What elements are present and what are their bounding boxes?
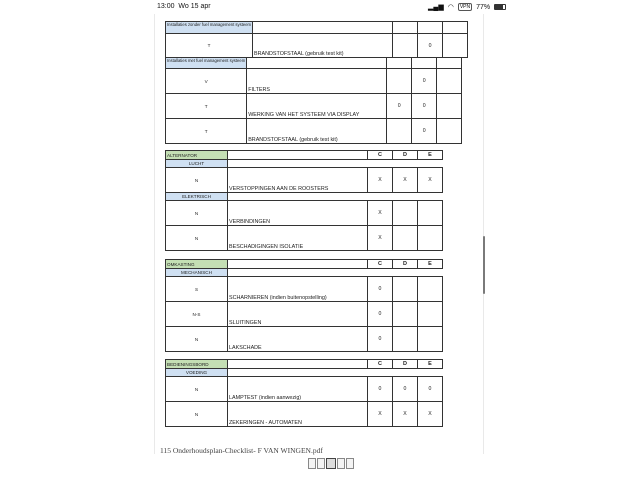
empty-cell bbox=[412, 58, 437, 69]
row-description: BRANDSTOFSTAAL (gebruik test kit) bbox=[253, 34, 393, 58]
empty-cell bbox=[228, 193, 443, 201]
row-code: N bbox=[166, 226, 228, 251]
row-description: ZEKERINGEN - AUTOMATEN bbox=[228, 402, 368, 427]
cell-e bbox=[418, 302, 443, 327]
row-description: VERBINDINGEN bbox=[228, 201, 368, 226]
row-description: LAKSCHADE bbox=[228, 327, 368, 352]
row-code: N bbox=[166, 168, 228, 193]
wifi-icon: ◠ bbox=[447, 4, 454, 11]
cell-d: X bbox=[393, 402, 418, 427]
cell-c: X bbox=[368, 402, 393, 427]
cell-d bbox=[393, 302, 418, 327]
empty-cell bbox=[228, 360, 368, 369]
page-thumbnail[interactable] bbox=[317, 458, 325, 469]
empty-cell bbox=[253, 22, 393, 34]
cell-d: 0 bbox=[393, 377, 418, 402]
page-thumbnails[interactable] bbox=[308, 458, 354, 469]
cell-e bbox=[418, 201, 443, 226]
table-row bbox=[166, 402, 443, 427]
cell-e: X bbox=[418, 168, 443, 193]
section-title: ALTERNATOR bbox=[166, 151, 228, 160]
empty-cell bbox=[228, 260, 368, 269]
empty-cell bbox=[437, 58, 462, 69]
status-time-date bbox=[157, 3, 211, 10]
cell-e bbox=[437, 119, 462, 144]
empty-cell bbox=[387, 58, 412, 69]
cell-e: X bbox=[418, 402, 443, 427]
cell-c: X bbox=[368, 201, 393, 226]
row-description: FILTERS bbox=[247, 69, 387, 94]
row-code: T bbox=[166, 94, 247, 119]
cell-c: X bbox=[368, 226, 393, 251]
row-description: BRANDSTOFSTAAL (gebruik test kit) bbox=[247, 119, 387, 144]
col-header-e: E bbox=[418, 360, 443, 369]
empty-cell bbox=[393, 22, 418, 34]
table-row bbox=[166, 34, 468, 58]
status-bar bbox=[0, 0, 640, 14]
cell-d bbox=[393, 226, 418, 251]
table-row bbox=[166, 302, 443, 327]
empty-cell bbox=[443, 22, 468, 34]
battery-percent: 77% bbox=[476, 3, 491, 11]
col-header-c: C bbox=[368, 260, 393, 269]
col-header-c: C bbox=[368, 360, 393, 369]
row-code: N bbox=[166, 327, 228, 352]
row-description: SCHARNIEREN (indien buitenopstelling) bbox=[228, 277, 368, 302]
group-label: LUCHT bbox=[166, 160, 228, 168]
table-row bbox=[166, 327, 443, 352]
cell-c: 0 bbox=[368, 377, 393, 402]
col-header-c: C bbox=[368, 151, 393, 160]
table-row bbox=[166, 69, 462, 94]
row-description: BESCHADIGINGEN ISOLATIE bbox=[228, 226, 368, 251]
empty-cell bbox=[247, 58, 387, 69]
cell-c: 0 bbox=[368, 327, 393, 352]
battery-icon bbox=[494, 4, 506, 10]
table-omkasting bbox=[165, 259, 443, 352]
row-description: WERKING VAN HET SYSTEEM VIA DISPLAY bbox=[247, 94, 387, 119]
cell-c bbox=[387, 69, 412, 94]
table-row bbox=[166, 277, 443, 302]
col-header-d: D bbox=[393, 360, 418, 369]
cell-e bbox=[443, 34, 468, 58]
row-description: SLUITINGEN bbox=[228, 302, 368, 327]
cell-c: 0 bbox=[387, 94, 412, 119]
table-bedieningsbord bbox=[165, 359, 443, 427]
cell-c bbox=[393, 34, 418, 58]
col-header-e: E bbox=[418, 151, 443, 160]
cell-c: X bbox=[368, 168, 393, 193]
row-code: N bbox=[166, 377, 228, 402]
cell-d: 0 bbox=[418, 34, 443, 58]
empty-cell bbox=[418, 22, 443, 34]
battery-level bbox=[495, 5, 503, 9]
row-description: LAMPTEST (indien aanwezig) bbox=[228, 377, 368, 402]
status-icons bbox=[428, 3, 506, 11]
cell-e bbox=[418, 226, 443, 251]
section-header: Installaties met fuel management systeem bbox=[166, 58, 247, 69]
col-header-d: D bbox=[393, 151, 418, 160]
table-row bbox=[166, 226, 443, 251]
table-row bbox=[166, 168, 443, 193]
table-row bbox=[166, 119, 462, 144]
cell-d bbox=[393, 201, 418, 226]
cell-e bbox=[437, 94, 462, 119]
row-code: T bbox=[166, 119, 247, 144]
row-description: VERSTOPPINGEN AAN DE ROOSTERS bbox=[228, 168, 368, 193]
document-filename: 115 Onderhoudsplan-Checklist- F VAN WINGEN.pdf bbox=[160, 446, 323, 455]
row-code: T bbox=[166, 34, 253, 58]
row-code: V bbox=[166, 69, 247, 94]
cell-e bbox=[418, 327, 443, 352]
cell-c: 0 bbox=[368, 302, 393, 327]
empty-cell bbox=[228, 160, 443, 168]
cell-c: 0 bbox=[368, 277, 393, 302]
table-no-fuel-management bbox=[165, 21, 468, 58]
cell-d: 0 bbox=[412, 119, 437, 144]
row-code: N-S bbox=[166, 302, 228, 327]
cell-c bbox=[387, 119, 412, 144]
cell-d bbox=[393, 327, 418, 352]
cell-d: X bbox=[393, 168, 418, 193]
empty-cell bbox=[228, 369, 443, 377]
group-label: MECHANISCH bbox=[166, 269, 228, 277]
cell-d bbox=[393, 277, 418, 302]
section-title: OMKASTING bbox=[166, 260, 228, 269]
page-thumbnail[interactable] bbox=[337, 458, 345, 469]
row-code: N bbox=[166, 402, 228, 427]
group-label: ELEKTRISCH bbox=[166, 193, 228, 201]
table-fuel-management bbox=[165, 57, 462, 144]
cell-d: 0 bbox=[412, 94, 437, 119]
page-thumbnail[interactable] bbox=[308, 458, 316, 469]
row-code: N bbox=[166, 201, 228, 226]
table-row bbox=[166, 201, 443, 226]
cell-e bbox=[437, 69, 462, 94]
page-thumbnail[interactable] bbox=[346, 458, 354, 469]
status-time: 13:00 bbox=[157, 3, 175, 10]
cell-e bbox=[418, 277, 443, 302]
col-header-d: D bbox=[393, 260, 418, 269]
page-thumbnail-current[interactable] bbox=[326, 458, 336, 469]
table-row bbox=[166, 377, 443, 402]
col-header-e: E bbox=[418, 260, 443, 269]
scrollbar[interactable] bbox=[483, 236, 485, 294]
vpn-badge: VPN bbox=[459, 4, 471, 10]
table-row bbox=[166, 94, 462, 119]
section-title: BEDIENINGSBORD bbox=[166, 360, 228, 369]
cell-e: 0 bbox=[418, 377, 443, 402]
group-label: VOEDING bbox=[166, 369, 228, 377]
section-header: Installaties zonder fuel management systeem bbox=[166, 22, 253, 34]
signal-icon: ▂▄▆ bbox=[428, 4, 444, 11]
row-code: S bbox=[166, 277, 228, 302]
table-alternator bbox=[165, 150, 443, 251]
cell-d: 0 bbox=[412, 69, 437, 94]
status-date: Wo 15 apr bbox=[178, 3, 211, 10]
empty-cell bbox=[228, 269, 443, 277]
empty-cell bbox=[228, 151, 368, 160]
